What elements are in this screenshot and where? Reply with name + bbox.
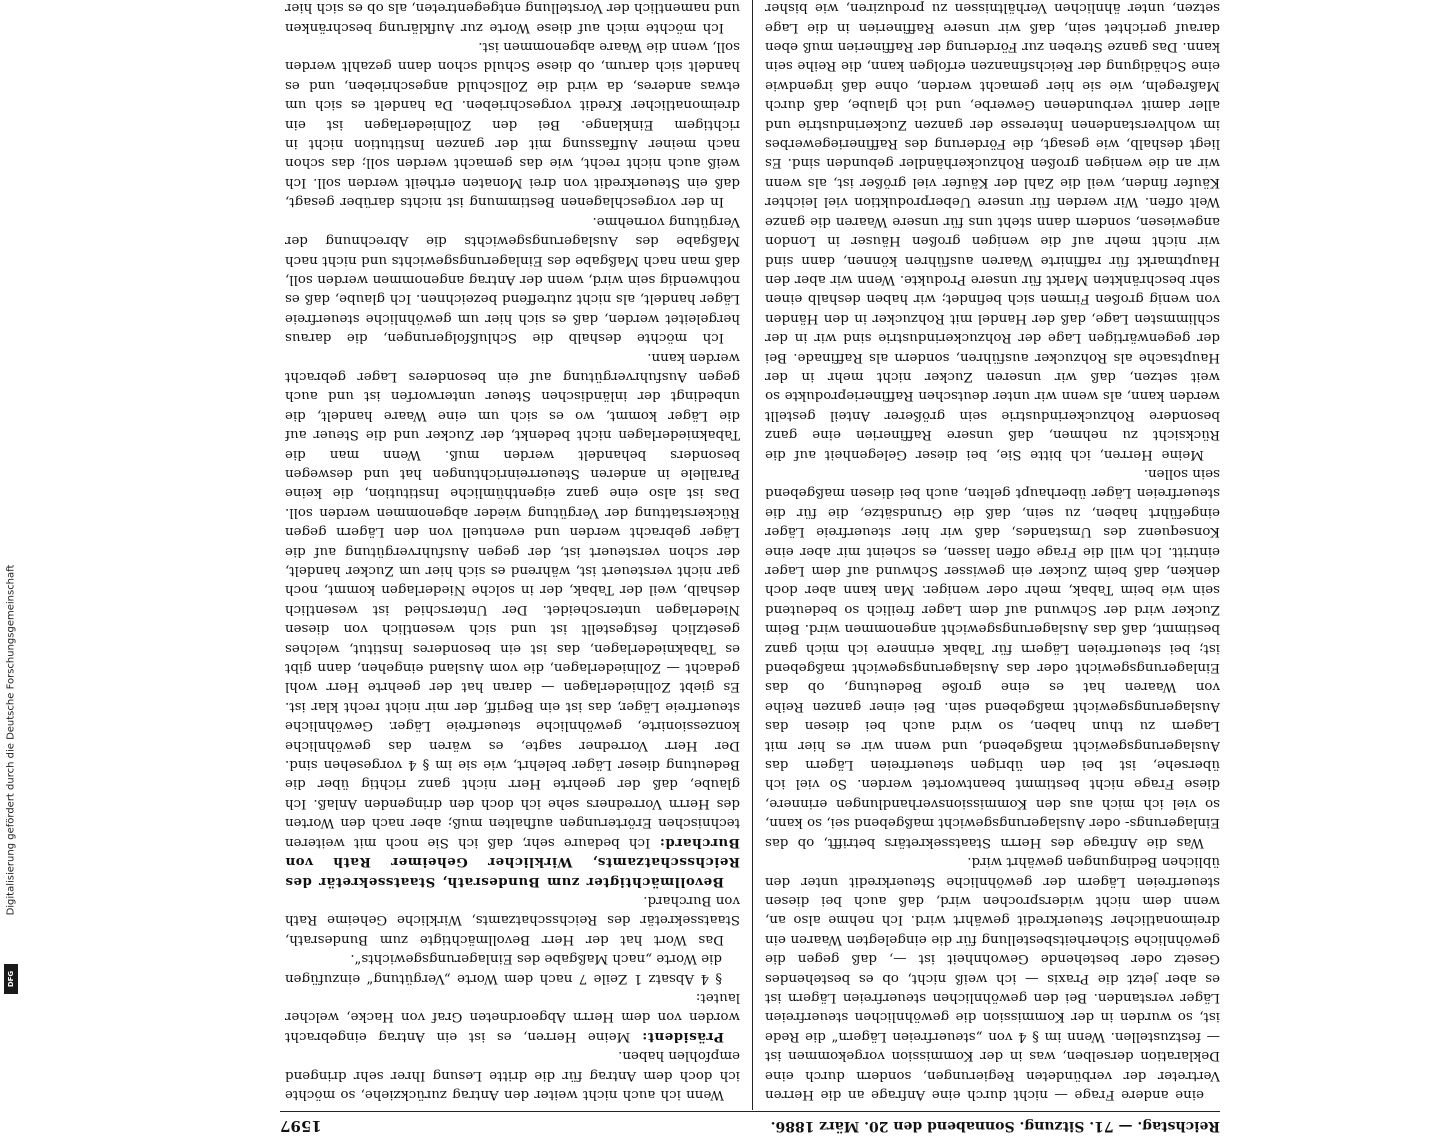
paragraph: Das Wort hat der Herr Bevollmächtigte zum Bundesrath, Staatssekretär des Reichsschatzamts, Wirkliche Geheime Rath von Burchard. <box>285 892 740 947</box>
paragraph: Ich möchte mich auf diese Worte zur Aufklärung beschränken und namentlich der Vorstellung entgegentreten, als ob es sich hier <box>285 0 740 35</box>
running-head: Reichstag. — 71. Sitzung. Sonnabend den 20. März 1886. <box>770 1118 1220 1134</box>
paragraph: Meine Herren, ich bitte Sie, bei dieser Gelegenheit auf die Rücksicht zu nehmen, daß unsere Raffinerien eine ganz besondere Rohzuckerindustrie sein größerer Anteil gestellt werden kann, als wenn wir unter deutschen Raffinerieprodukte so weit setzen, daß wir unseren Zucker nicht mehr in der Hauptsache als Rohzucker ausführen, sondern als Raffinade. Bei der gegenwärtigen Lage der Rohzuckerindustrie sind wir in der schlimmsten Lage, daß der Handel mit Rohzucker in den Händen von wenig großen Firmen sich befindet; wir haben deshalb einen sehr beschränkten Markt für unsere Produkte. Wenn wir aber den Hauptmarkt für raffinirte Waaren ausführen können, dann sind wir nicht mehr auf die wenigen großen Häuser in London angewiesen, sondern dann steht uns für unsere Waaren die ganze Welt offen. Wir werden für unsere Ueberproduktion viel leichter Käufer finden, weil die Zahl der Käufer viel größer ist, als wenn wir an die wenigen großen Rohzuckerhändler gebunden sind. Es liegt deshalb, wie gesagt, die Förderung des Raffineriegewerbes im wohlverstandenen Interesse der ganzen Zuckerindustrie und aller damit verbundenen Gewerbe, und ich glaube, daß durch Maßregeln, wie sie hier gemacht werden, ohne daß irgendwie eine Schädigung der Reichsfinanzen erfolgen kann, die Reihe sein kann. Das ganze Streben zur Förderung der Raffinerien muß eben darauf gerichtet sein, daß wir unsere Raffinerien in die Lage setzen, unter ähnlichen Verhältnissen zu produziren, wie bisher <box>765 0 1220 462</box>
speaker-name: Bevollmächtigter zum Bundesrath, Staatssekretär des Reichsschatzamts, Wirklicher Geheimer Rath von Burchard: <box>285 834 740 890</box>
scanned-page <box>100 0 1400 1135</box>
column-rule <box>752 0 753 1110</box>
left-column <box>765 0 1220 1104</box>
paragraph: Ich möchte deshalb die Schlußfolgerungen, die daraus hergeleitet werden, daß es sich hier um gewöhnliche steuerfreie Läger handelt, als nicht zutreffend bezeichnen. Ich glaube, daß es nothwendig sein wird, wenn der Antrag angenommen werden soll, daß man nach Maßgabe des Einlagerungsgewichts und nicht nach Maßgabe des Auslagerungsgewichts die Abrechnung der Vergütung vornehme. <box>285 213 740 346</box>
digitization-credit <box>4 0 18 1000</box>
right-column <box>285 0 740 1104</box>
speaker-name: Präsident: <box>641 1028 724 1045</box>
paragraph: eine andere Frage — nicht durch eine Anfrage an die Herren Vertreter der verbündeten Regierungen, sondern durch eine Deklaration derselben, was in der Kommission vorgekommen ist — festzustellen. Wenn im § 4 von „steuerfreien Lägern“ die Rede ist, so wurden in der Kommission die gewöhnlichen steuerfreien Läger verstanden. Bei den gewöhnlichen steuerfreien Lägern ist es aber jetzt die Praxis — ich weiß nicht, ob es bestehendes Gesetz oder bestehende Gewohnheit ist —, daß gegen die gewöhnliche Sicherheitsbestellung für die eingelegten Waaren ein dreimonatlicher Steuerkredit gewährt wird. Ich nehme also an, wenn dem nicht widersprochen wird, daß auch bei diesen steuerfreien Lägern der gewöhnliche Steuerkredit unter den üblichen Bedingungen gewährt wird. <box>765 854 1220 1102</box>
paragraph: In der vorgeschlagenen Bestimmung ist nichts darüber gesagt, daß ein Steuerkredit von drei Monaten ertheilt werden soll. Ich weiß auch nicht recht, wie das gemacht werden soll; das schon nach meiner Auffassung mit der ganzen Institution nicht in richtigem Einklange. Bei den Zollniederlagen ist ein dreimonatlicher Kredit vorgeschrieben. Da handelt es sich um etwas anderes, da wird die Zollschuld angeschrieben, und es handelt sich darum, ob diese Schuld schon dann gezahlt werden soll, wenn die Waare abgenommen ist. <box>285 39 740 210</box>
quoted-amendment: § 4 Absatz 1 Zeile 7 nach dem Worte „Vergütung“ einzufügen die Worte „nach Maßgabe des Einlagerungsgewichts“. <box>285 951 722 986</box>
page-header <box>280 1111 1220 1140</box>
credit-text: Digitalisierung gefördert durch die Deutsche Forschungsgemeinschaft <box>5 564 17 916</box>
paragraph: Was die Anfrage des Herrn Staatssekretärs betrifft, ob das Einlagerungs- oder Auslagerungsgewicht maßgebend sei, so kann, so viel ich mich aus den Kommissionsverhandlungen erinnere, diese Frage nicht bestimmt beantwortet werden. So viel ich übersehe, ist bei den übrigen steuerfreien Lägern das Auslagerungsgewicht maßgebend, und wenn wir es hier mit Lagern zu thun haben, so wird auch bei diesen das Auslagerungsgewicht maßgebend sein. Bei einer ganzen Reihe von Waaren hat es eine große Bedeutung, ob das Einlagerungsgewicht oder das Auslagerungsgewicht maßgebend ist; bei steuerfreien Lägern für Tabak erinnere ich mich ganz bestimmt, daß das Auslagerungsgewicht angenommen wird. Beim Zucker wird der Schwund auf dem Lager freilich so bedeutend sein wie beim Tabak, mehr oder weniger. Man kann aber doch denken, daß beim Zucker ein gewisser Schwund auf dem Lager eintritt. Ich will die Frage offen lassen, es scheint mir aber eine Konsequenz des Umstandes, daß wir hier steuerfreie Läger eingeführt haben, zu sein, daß die Grundsätze, die für die steuerfreien Läger überhaupt gelten, auch bei diesen maßgebend sein sollen. <box>765 466 1220 850</box>
speaker-paragraph <box>285 988 740 1046</box>
speech-text: Meine Herren, es ist ein Antrag eingebracht worden von dem Herrn Abgeordneten Graf von Hacke, welcher lautet: <box>285 989 740 1044</box>
page-content <box>280 0 1220 1140</box>
dfg-logo: DFG <box>4 964 18 994</box>
paragraph: Wenn ich auch nicht weiter den Antrag zurückziehe, so möchte ich doch dem Antrag für die dritte Lesung Ihrer sehr dringend empfohlen haben. <box>285 1048 740 1102</box>
page-number: 1597 <box>280 1117 322 1135</box>
speaker-paragraph <box>285 347 740 890</box>
speech-text: Ich bedaure sehr, daß ich Sie noch mit weiteren technischen Erörterungen aufhalten muß; aber nach den Worten des Herrn Vorredners sehe ich doch den dringenden Anlaß. Ich glaube, daß der geehrte Herr nicht ganz richtig über die Bedeutung dieser Läger belehrt, wie sie im § 4 vorgesehen sind. Der Herr Vorredner sagte, es wären das gewöhnliche konzessionirte, gewöhnliche steuerfreie Läger. Gewöhnliche steuerfreie Läger, das ist ein Begriff, der mir nicht recht klar ist. Es giebt Zollniederlagen — daran hat der geehrte Herr wohl gedacht — Zollniederlagen, die vom Ausland eingehen, dann gibt es Tabakniederlagen, das ist ein besonderes Institut, welches gesetzlich festgestellt ist und sich wesentlich von diesen Niederlagen unterscheidet. Der Unterschied ist wesentlich deshalb, weil der Tabak, der in solche Niederlagen kommt, noch gar nicht versteuert ist, während es sich hier um Zucker handelt, der schon versteuert ist, der gegen Ausfuhrvergütung auf die Läger gebracht werden und eventuell von den Lägern gegen Rückerstattung der Vergütung wieder abgenommen werden soll. Das ist also eine ganz eigenthümliche Institution, die keine Parallele in anderen Steuerreinrichtungen hat und deswegen besonders behandelt werden muß. Wenn man die Tabakniederlagen nicht bedenkt, der Zucker und die Steuer auf die Läger kommt, wo es sich um eine Waare handelt, die unbedingt der inländischen Steuer unterworfen ist und auch gegen Ausfuhrvergütung auf ein besonderes Lager gebracht werden kann. <box>285 349 740 850</box>
